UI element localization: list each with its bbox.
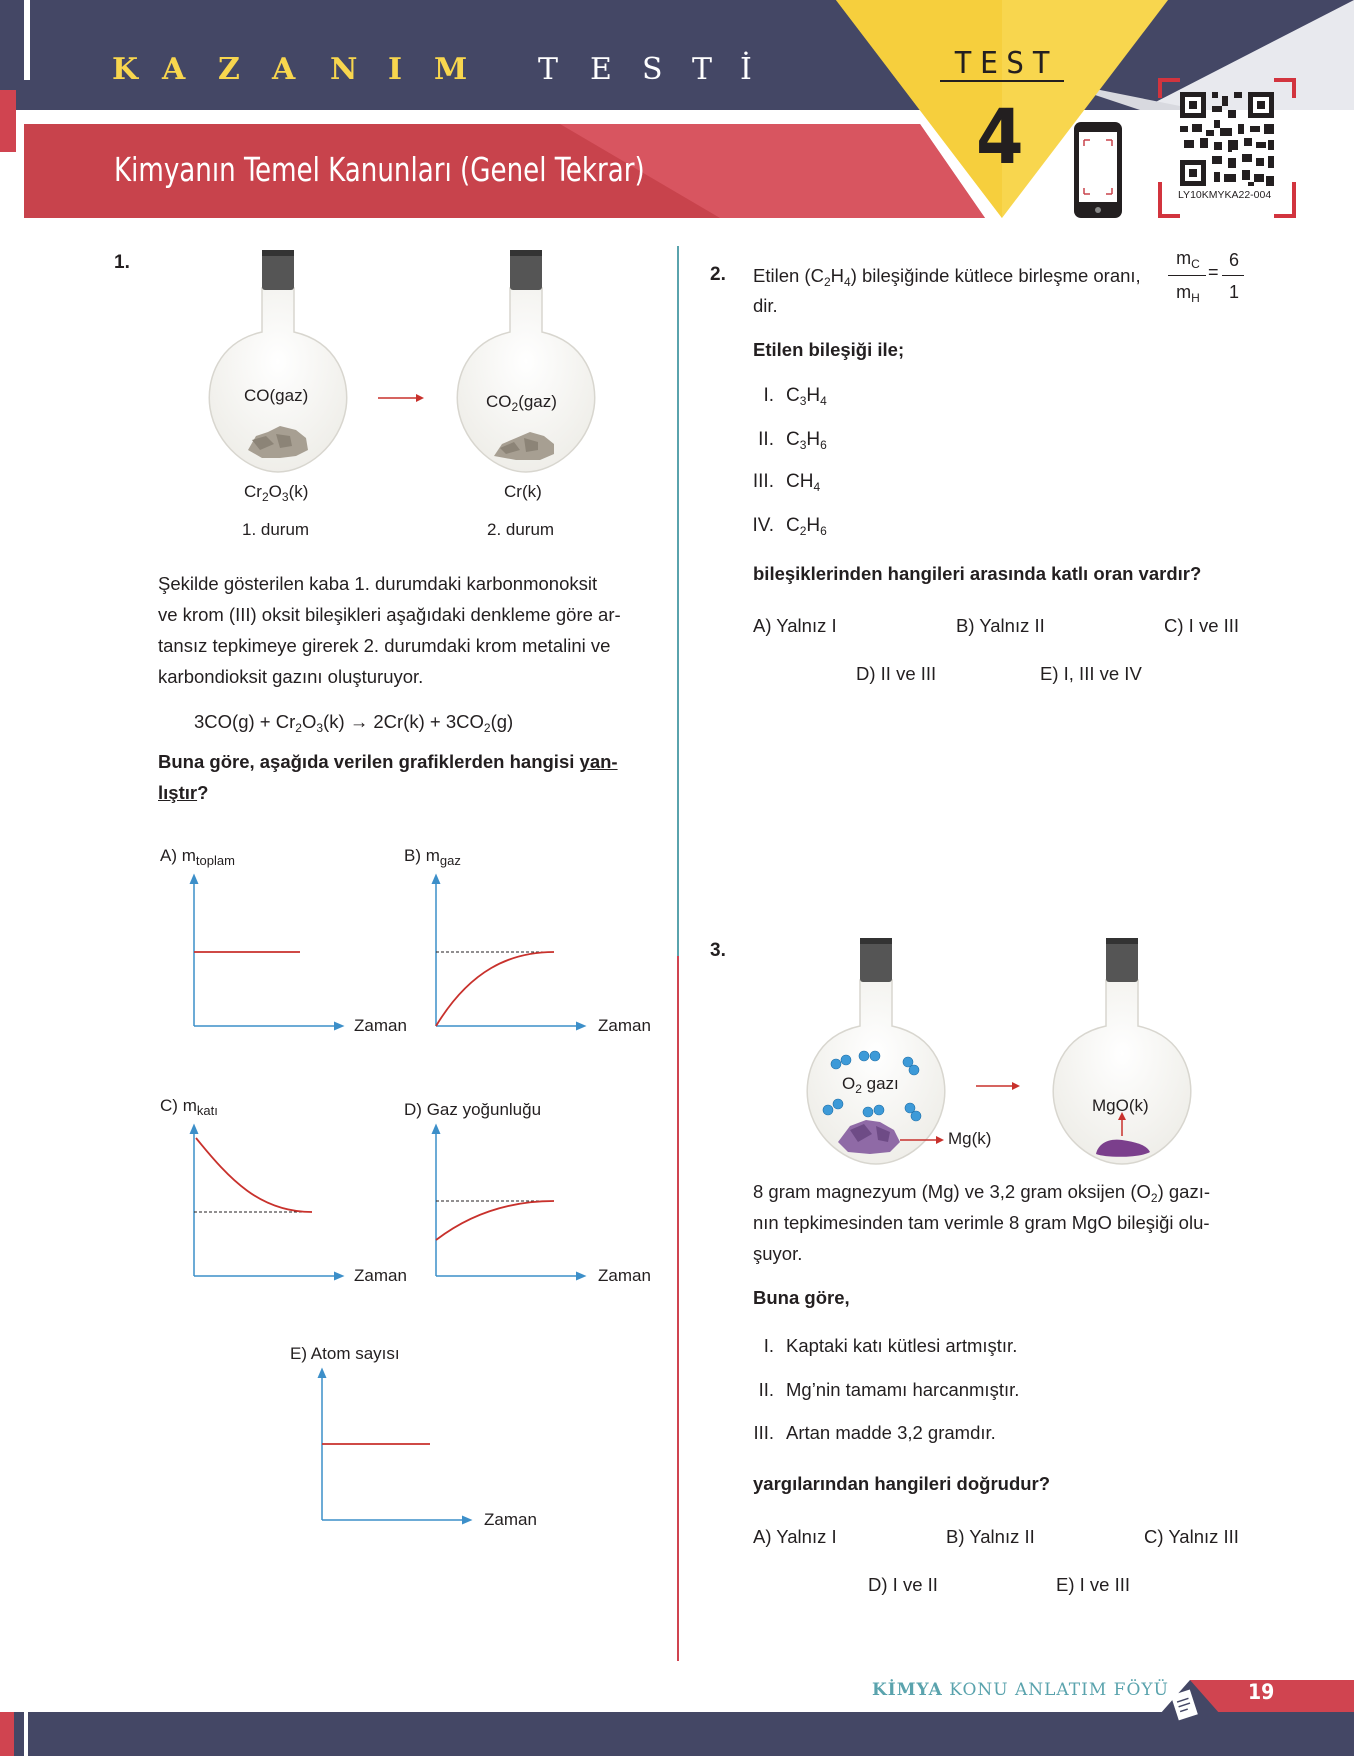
flask-1-state-label: 1. durum xyxy=(242,520,310,539)
axis-label: Atom sayısı xyxy=(310,1344,400,1363)
eq-part: (g) xyxy=(490,711,514,732)
ratio-equals: = xyxy=(1208,262,1219,282)
paragraph-line: ve krom (III) oksit bileşikleri aşağıdaki denkleme göre ar- xyxy=(158,604,621,625)
item-numeral: II. xyxy=(758,1379,774,1400)
para-part: 8 gram magnezyum (Mg) ve 3,2 gram oksijen (O xyxy=(753,1181,1151,1202)
flask-1 xyxy=(209,250,346,472)
q3-lead: Buna göre, xyxy=(753,1287,850,1308)
q2-option-c[interactable]: C) I ve III xyxy=(1164,615,1240,636)
ratio-value-denominator: 1 xyxy=(1228,282,1239,302)
option-letter: A) xyxy=(160,846,177,865)
formula-part: C xyxy=(786,429,800,450)
q3-item-2 xyxy=(742,1374,1019,1405)
paragraph-line: şuyor. xyxy=(753,1243,803,1264)
formula-part: CH xyxy=(786,471,814,492)
graph-d-curve xyxy=(436,1201,554,1240)
footer-brand: KİMYA xyxy=(872,1680,943,1700)
q3-item-3 xyxy=(742,1417,996,1448)
question-1-number: 1. xyxy=(114,252,130,273)
flask-2-solid-label: Cr(k) xyxy=(504,482,542,501)
q2-option-d[interactable]: D) II ve III xyxy=(856,663,937,684)
ratio-value-bar xyxy=(1222,275,1244,276)
q3-question: yargılarından hangileri doğrudur? xyxy=(753,1473,1051,1494)
formula-sub: 6 xyxy=(820,438,827,452)
graph-b-curve xyxy=(436,952,554,1026)
item-text: Artan madde 3,2 gramdır. xyxy=(786,1422,996,1443)
ratio-part: m xyxy=(1176,282,1192,302)
footer-title xyxy=(872,1680,1169,1700)
para-part: ) gazı- xyxy=(1157,1181,1211,1202)
graph-a-x-label: Zaman xyxy=(354,1016,407,1035)
graph-c-label xyxy=(160,1096,218,1116)
mgo-solid-label: MgO(k) xyxy=(1092,1096,1149,1115)
axis-label-sub: katı xyxy=(196,1103,218,1118)
q3-option-d[interactable]: D) I ve II xyxy=(868,1574,938,1595)
q2-option-a[interactable]: A) Yalnız I xyxy=(753,615,837,636)
flask-2-state-label: 2. durum xyxy=(487,520,555,539)
q2-option-e[interactable]: E) I, III ve IV xyxy=(1040,663,1142,684)
formula-part: C xyxy=(786,385,800,406)
ratio-sub: H xyxy=(1191,291,1200,305)
header-shapes xyxy=(0,0,1354,230)
q1-question xyxy=(158,746,658,808)
formula-sub: 4 xyxy=(820,394,827,408)
q3-item-1 xyxy=(742,1330,1017,1361)
item-numeral: IV. xyxy=(752,515,774,536)
formula-sub: 3 xyxy=(799,394,807,408)
graph-e xyxy=(322,1372,468,1520)
graph-c-curve xyxy=(196,1138,312,1212)
q1-equation xyxy=(194,706,513,737)
title-letter: E xyxy=(590,52,612,87)
footer-subtitle: KONU ANLATIM FÖYÜ xyxy=(949,1680,1169,1700)
ratio-sub: C xyxy=(1191,257,1200,271)
title-letter: T xyxy=(538,52,559,87)
graph-a-label xyxy=(160,846,235,866)
title-letter: K xyxy=(112,52,139,87)
item-text: Mg’nin tamamı harcanmıştır. xyxy=(786,1379,1020,1400)
formula-part: H xyxy=(806,429,821,450)
footer-shapes xyxy=(0,1660,1354,1756)
title-letter: A xyxy=(162,52,186,87)
flask-1-gas-label: CO(gaz) xyxy=(244,386,309,405)
flask-o2 xyxy=(807,938,945,1164)
graph-d xyxy=(436,1128,582,1276)
q3-flasks-figure xyxy=(800,930,1200,1166)
q3-option-a[interactable]: A) Yalnız I xyxy=(753,1526,837,1547)
q3-paragraph xyxy=(753,1176,1253,1269)
qr-code-label: LY10KMYKA22-004 xyxy=(1178,189,1272,201)
graph-c xyxy=(194,1128,340,1276)
graph-e-x-label: Zaman xyxy=(484,1510,537,1529)
graph-d-x-label: Zaman xyxy=(598,1266,651,1285)
eq-sub: 2 xyxy=(295,721,302,735)
ratio-numerator xyxy=(1170,248,1206,269)
q2-item-1 xyxy=(742,380,827,411)
question-emphasis: yan- xyxy=(579,751,618,772)
q2-item-3 xyxy=(742,466,820,497)
axis-label: m xyxy=(425,846,440,865)
q2-dir: dir. xyxy=(753,295,778,316)
item-numeral: III. xyxy=(752,471,774,492)
option-letter: C) xyxy=(160,1096,178,1115)
formula-part: H xyxy=(806,515,821,536)
phone-icon xyxy=(1072,120,1124,220)
title-letter: T xyxy=(692,52,713,87)
q1-paragraph xyxy=(158,568,658,692)
paragraph-line: tansız tepkimeye girerek 2. durumdaki krom metalini ve xyxy=(158,635,611,656)
q1-graphs xyxy=(140,840,680,1540)
title-letter: I xyxy=(388,52,403,87)
paragraph-line xyxy=(753,1176,1253,1207)
intro-part: H xyxy=(830,265,845,286)
item-numeral: I. xyxy=(763,385,774,406)
flask-mgo xyxy=(1053,938,1191,1164)
flask-1-solid-label xyxy=(244,482,308,502)
formula-part: H xyxy=(806,385,821,406)
label-part: O xyxy=(268,482,282,501)
ratio-bar xyxy=(1168,275,1206,276)
axis-label: m xyxy=(182,1096,197,1115)
eq-part: 3CO(g) + Cr xyxy=(194,711,296,732)
item-numeral: I. xyxy=(763,1335,774,1356)
intro-part: Etilen (C xyxy=(753,265,824,286)
title-letter: İ xyxy=(740,52,752,87)
flask-2 xyxy=(457,250,594,472)
page-number: 19 xyxy=(1248,1680,1275,1704)
intro-part: ) bileşiğinde kütlece birleşme oranı, xyxy=(850,265,1141,286)
question-2-number: 2. xyxy=(710,264,726,285)
test-label: TEST xyxy=(954,46,1059,81)
q3-option-e[interactable]: E) I ve III xyxy=(1056,1574,1131,1595)
book-icon xyxy=(1166,1686,1206,1726)
test-number: 4 xyxy=(976,92,1024,181)
label-part: O xyxy=(842,1074,856,1093)
mg-solid-label: Mg(k) xyxy=(948,1129,992,1148)
item-text: Kaptaki katı kütlesi artmıştır. xyxy=(786,1335,1018,1356)
option-letter: B) xyxy=(404,846,421,865)
q2-item-4 xyxy=(742,510,827,541)
q2-question: bileşiklerinden hangileri arasında katlı oran vardır? xyxy=(753,563,1202,584)
eq-sub: 2 xyxy=(483,721,491,735)
label-part: Cr xyxy=(244,482,262,501)
paragraph-line: Şekilde gösterilen kaba 1. durumdaki karbonmonoksit xyxy=(158,573,598,594)
title-letter: N xyxy=(330,52,358,87)
axis-label-sub: gaz xyxy=(439,853,461,868)
question-emphasis: lıştır xyxy=(158,782,198,803)
item-numeral: III. xyxy=(753,1422,774,1443)
graph-b-x-label: Zaman xyxy=(598,1016,651,1035)
graph-b-label xyxy=(404,846,461,866)
reaction-arrow-icon xyxy=(976,1082,1020,1090)
ratio-part: m xyxy=(1176,248,1192,268)
q2-item-2 xyxy=(742,424,827,455)
axis-label: Gaz yoğunluğu xyxy=(426,1100,542,1119)
intro-sub: 2 xyxy=(823,275,831,289)
graph-d-label xyxy=(404,1100,541,1120)
label-part: CO xyxy=(486,392,512,411)
label-sub: 2 xyxy=(855,1082,862,1096)
label-part: (k) xyxy=(288,482,309,501)
intro-sub: 4 xyxy=(844,275,851,289)
eq-part: (k) → 2Cr(k) + 3CO xyxy=(323,711,484,732)
axis-label: m xyxy=(181,846,196,865)
graph-c-x-label: Zaman xyxy=(354,1266,407,1285)
question-3-number: 3. xyxy=(710,940,726,961)
page-subtitle: Kimyanın Temel Kanunları (Genel Tekrar) xyxy=(114,150,645,189)
option-letter: D) xyxy=(404,1100,422,1119)
ratio-value-numerator: 6 xyxy=(1228,250,1239,270)
flask-2-gas-label xyxy=(486,392,557,412)
o2-gas-label xyxy=(842,1074,899,1094)
eq-part: O xyxy=(301,711,317,732)
item-numeral: II. xyxy=(758,429,774,450)
axis-label-sub: toplam xyxy=(195,853,235,868)
label-sub: 2 xyxy=(261,490,269,504)
label-part: gazı xyxy=(861,1074,899,1093)
eq-sub: 3 xyxy=(316,721,324,735)
label-sub: 3 xyxy=(281,490,289,504)
graph-b xyxy=(436,878,582,1026)
formula-sub: 4 xyxy=(813,480,821,494)
graph-a xyxy=(194,878,340,1026)
formula-sub: 3 xyxy=(799,438,807,452)
reaction-arrow-icon xyxy=(378,394,424,402)
paragraph-line: nın tepkimesinden tam verimle 8 gram MgO bileşiği olu- xyxy=(753,1212,1210,1233)
ratio-denominator xyxy=(1170,282,1206,303)
graph-e-label xyxy=(290,1344,400,1364)
label-part: (gaz) xyxy=(518,392,557,411)
q3-option-b[interactable]: B) Yalnız II xyxy=(946,1526,1035,1547)
title-letter: S xyxy=(642,52,663,87)
title-letter: Z xyxy=(218,52,240,87)
label-sub: 2 xyxy=(511,400,519,414)
title-letter: A xyxy=(272,52,296,87)
q2-option-b[interactable]: B) Yalnız II xyxy=(956,615,1045,636)
formula-sub: 2 xyxy=(799,524,807,538)
q2-intro xyxy=(753,260,1141,291)
q2-lead: Etilen bileşiği ile; xyxy=(753,339,905,360)
para-sub: 2 xyxy=(1150,1191,1158,1205)
question-part: Buna göre, aşağıda verilen grafiklerden hangisi xyxy=(158,751,580,772)
formula-sub: 6 xyxy=(820,524,827,538)
option-letter: E) xyxy=(290,1344,307,1363)
paragraph-line: karbondioksit gazını oluşturuyor. xyxy=(158,666,424,687)
q1-flasks-figure xyxy=(200,240,620,480)
q3-option-c[interactable]: C) Yalnız III xyxy=(1144,1526,1239,1547)
question-part: ? xyxy=(197,782,209,803)
formula-part: C xyxy=(786,515,800,536)
title-letter: M xyxy=(434,52,468,87)
